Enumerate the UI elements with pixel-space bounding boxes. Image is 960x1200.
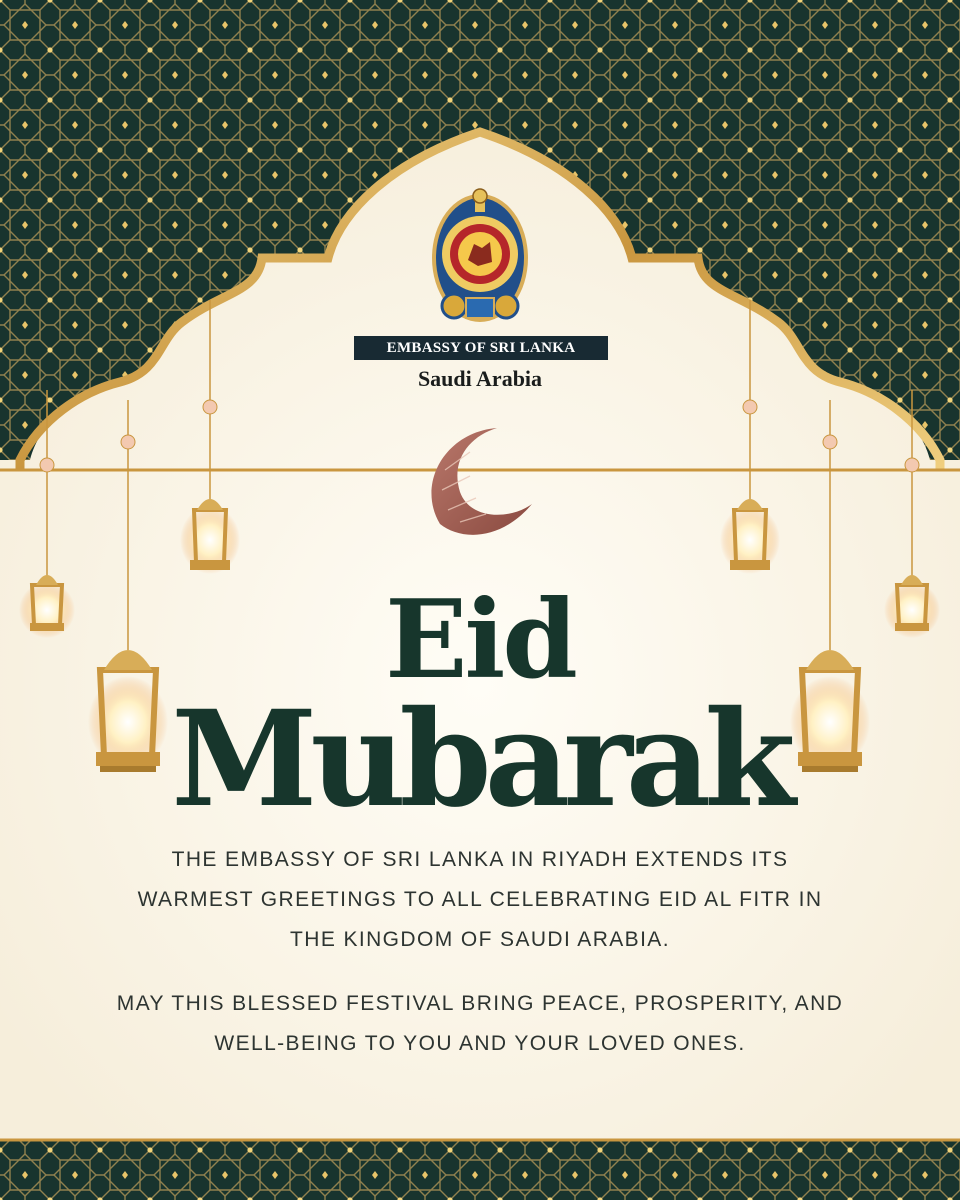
title-line-1: Eid [385,577,575,703]
blessing-message-line: WELL-BEING TO YOU AND YOUR LOVED ONES. [214,1032,746,1055]
blessing-message [0,984,960,1064]
location-subtitle: Saudi Arabia [417,366,543,391]
embassy-banner: EMBASSY OF SRI LANKA [354,336,608,360]
greeting-message-line: THE EMBASSY OF SRI LANKA IN RIYADH EXTENDS ITS [171,848,789,871]
greeting-message-line: WARMEST GREETINGS TO ALL CELEBRATING EID AL FITR IN [137,888,823,911]
title-line-2: Mubarak [171,682,789,837]
greeting-message-line: THE KINGDOM OF SAUDI ARABIA. [290,928,670,951]
blessing-message-line: MAY THIS BLESSED FESTIVAL BRING PEACE, PROSPERITY, AND [116,992,844,1015]
greeting-message [0,840,960,960]
